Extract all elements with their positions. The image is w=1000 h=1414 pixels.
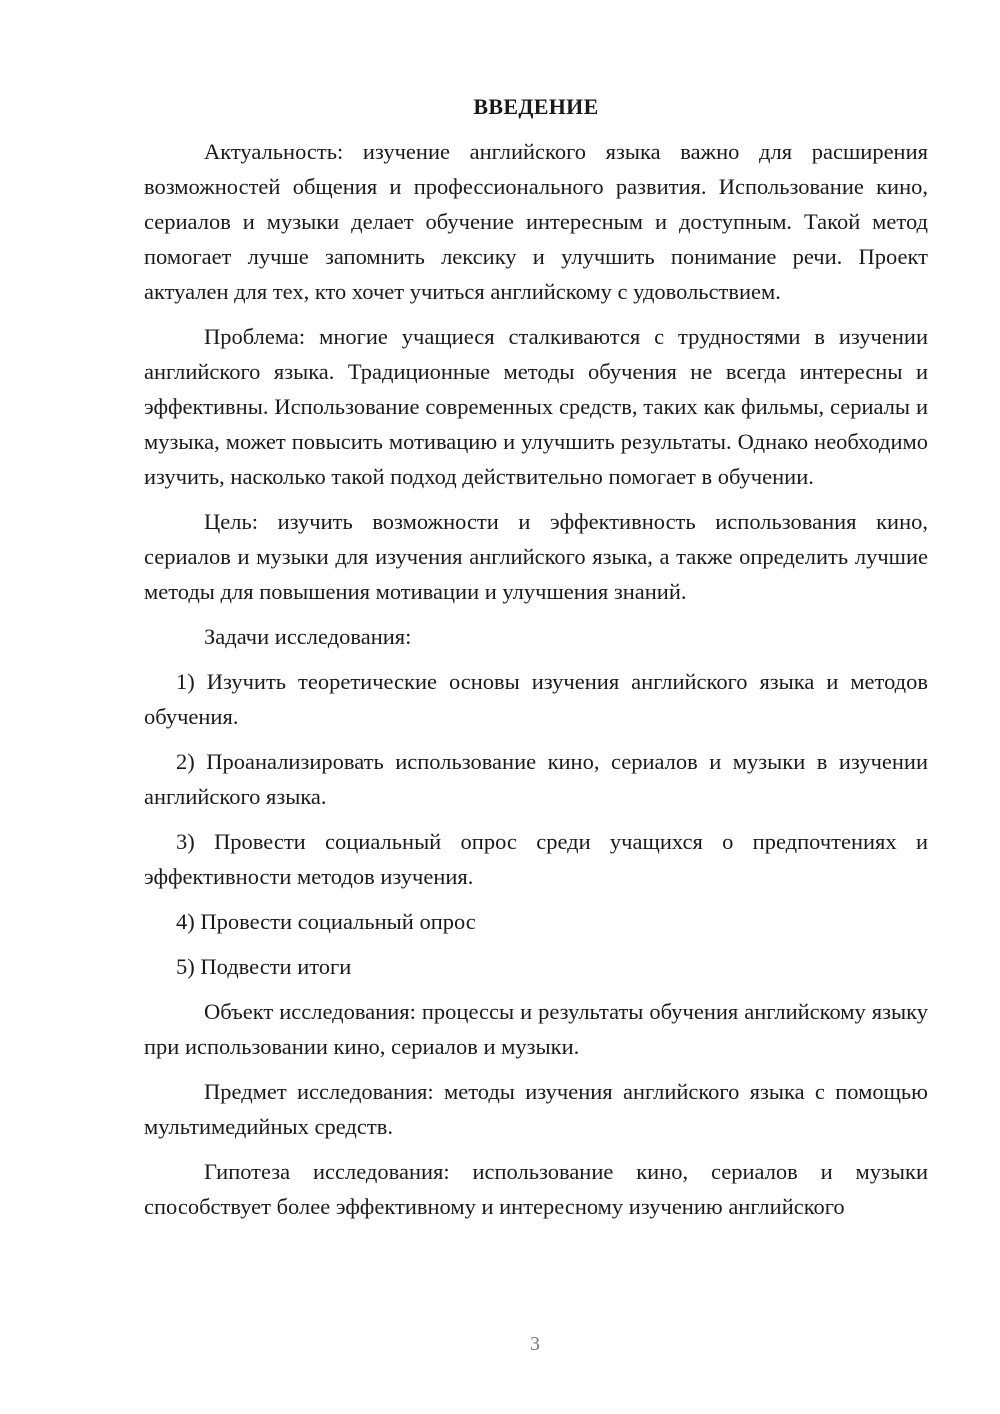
paragraph-problem: Проблема: многие учащиеся сталкиваются с трудностями в изучении английского языка. Традиционные методы обучения не всегда интересны и эффективны. Использование современных средств, таких как фильмы, сериалы и музыка, может повысить мотивацию и улучшить результаты. Однако необходимо изучить, насколько такой подход действительно помогает в обучении.	[144, 324, 928, 489]
paragraph-object: Объект исследования: процессы и результаты обучения английскому языку при использовании кино, сериалов и музыки.	[144, 999, 928, 1059]
task-item-5: 5) Подвести итоги	[176, 954, 352, 979]
document-body	[144, 134, 928, 1224]
paragraph-tasks-heading: Задачи исследования:	[204, 624, 412, 649]
paragraph-hypothesis: Гипотеза исследования: использование кино, сериалов и музыки способствует более эффективному и интересному изучению английского	[144, 1159, 928, 1219]
task-item-4: 4) Провести социальный опрос	[176, 909, 476, 934]
task-item-1: 1) Изучить теоретические основы изучения английского языка и методов обучения.	[144, 669, 928, 729]
paragraph-subject: Предмет исследования: методы изучения английского языка с помощью мультимедийных средств.	[144, 1079, 928, 1139]
task-item-2: 2) Проанализировать использование кино, сериалов и музыки в изучении английского языка.	[144, 749, 928, 809]
paragraph-goal: Цель: изучить возможности и эффективность использования кино, сериалов и музыки для изучения английского языка, а также определить лучшие методы для повышения мотивации и улучшения знаний.	[144, 509, 928, 604]
task-item-3: 3) Провести социальный опрос среди учащихся о предпочтениях и эффективности методов изучения.	[144, 829, 928, 889]
paragraph-relevance: Актуальность: изучение английского языка важно для расширения возможностей общения и профессионального развития. Использование кино, сериалов и музыки делает обучение интересным и доступным. Такой метод помогает лучше запомнить лексику и улучшить понимание речи. Проект актуален для тех, кто хочет учиться английскому с удовольствием.	[144, 139, 928, 304]
page-title: ВВЕДЕНИЕ	[473, 94, 599, 119]
page-number: 3	[530, 1333, 540, 1355]
